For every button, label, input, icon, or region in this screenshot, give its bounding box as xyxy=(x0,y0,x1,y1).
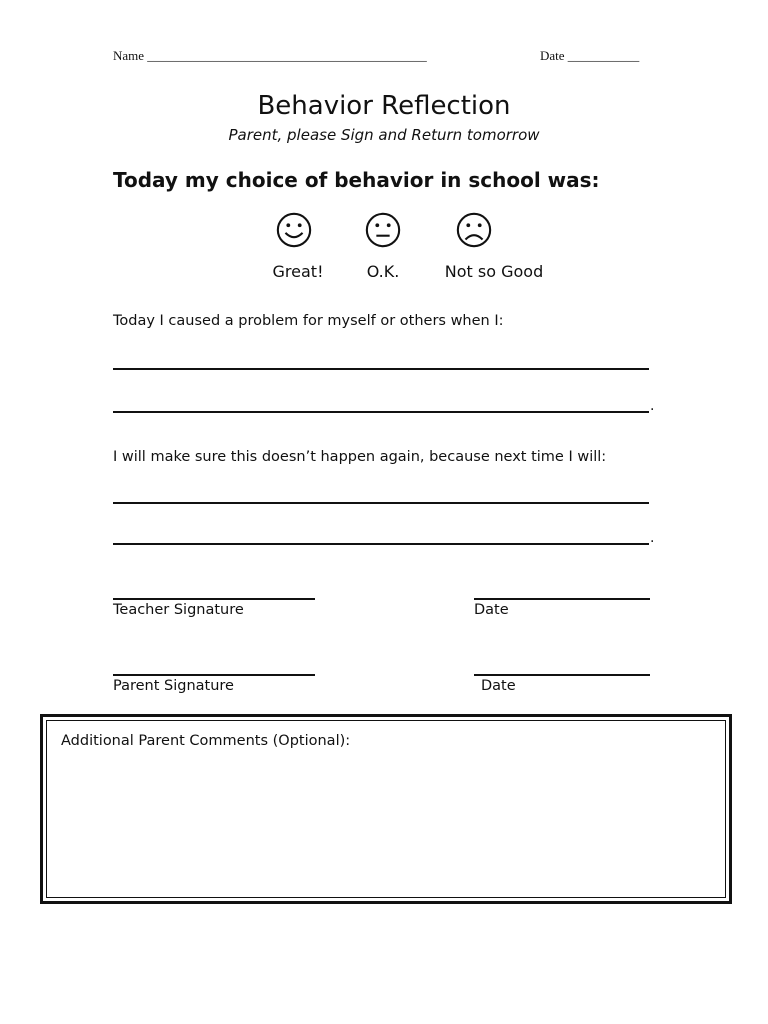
name-field[interactable] xyxy=(113,48,427,64)
next-time-answer-line-2[interactable] xyxy=(113,543,649,545)
parent-signature-label: Parent Signature xyxy=(113,678,234,694)
teacher-signature-line[interactable] xyxy=(113,598,315,600)
name-blank[interactable]: ___________________________________________ xyxy=(147,48,427,63)
date-label: Date xyxy=(540,48,568,63)
problem-answer-line-1[interactable] xyxy=(113,368,649,370)
parent-comments-area[interactable] xyxy=(46,720,726,898)
parent-signature-line[interactable] xyxy=(113,674,315,676)
problem-prompt: Today I caused a problem for myself or others when I: xyxy=(113,313,504,329)
line-end-period: . xyxy=(650,530,655,546)
teacher-signature-label: Teacher Signature xyxy=(113,602,244,618)
parent-date-line[interactable] xyxy=(474,674,650,676)
frowning-face-icon[interactable] xyxy=(455,211,493,249)
next-time-answer-line-1[interactable] xyxy=(113,502,649,504)
smiley-icon[interactable] xyxy=(275,211,313,249)
choice-great-label: Great! xyxy=(272,262,324,281)
parent-comments-label: Additional Parent Comments (Optional): xyxy=(61,733,351,749)
date-blank[interactable]: ___________ xyxy=(567,48,640,63)
choice-not-so-good-label: Not so Good xyxy=(444,262,544,281)
teacher-date-line[interactable] xyxy=(474,598,650,600)
page-subtitle: Parent, please Sign and Return tomorrow xyxy=(228,126,540,144)
behavior-question: Today my choice of behavior in school was: xyxy=(113,168,600,192)
parent-date-label: Date xyxy=(481,678,516,694)
page-title: Behavior Reflection xyxy=(257,91,511,121)
line-end-period: . xyxy=(650,398,655,414)
next-time-prompt: I will make sure this doesn’t happen again, because next time I will: xyxy=(113,449,607,465)
teacher-date-label: Date xyxy=(474,602,509,618)
choice-ok-label: O.K. xyxy=(366,262,400,281)
name-label: Name xyxy=(113,48,148,63)
problem-answer-line-2[interactable] xyxy=(113,411,649,413)
neutral-face-icon[interactable] xyxy=(364,211,402,249)
parent-comments-box[interactable] xyxy=(40,714,732,904)
date-field[interactable] xyxy=(540,48,639,64)
